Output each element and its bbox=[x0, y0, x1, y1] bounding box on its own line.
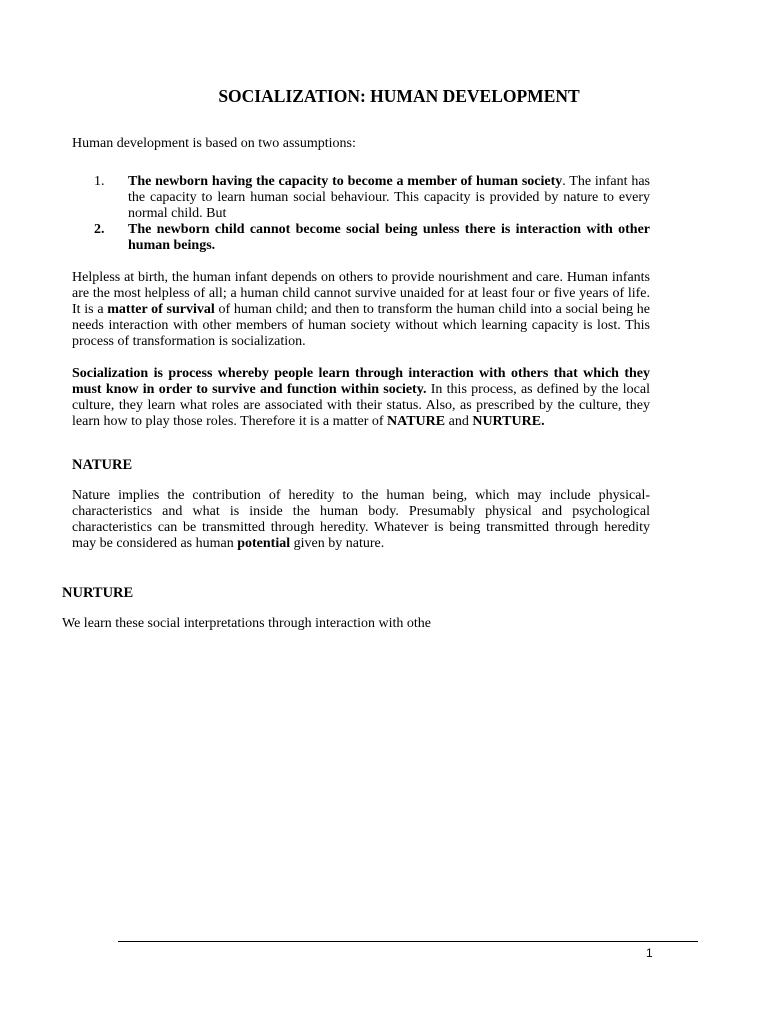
nature-heading: NATURE bbox=[72, 457, 133, 473]
socialization-definition: Socialization is process whereby people learn through interaction with others that which they must know in order to survive and function within society. bbox=[72, 366, 650, 397]
socialization-text: In this process, as defined by the local culture, they learn what roles are associated with their status. Also, as prescribed by the culture, they learn how to play those roles. Therefore it is a matter of bbox=[72, 382, 651, 429]
helpless-text-part1: Helpless at birth, the human infant depends on others to provide nourishment and care. Human infants are the most helpless of all; a human child cannot survive unaided for at least four or five years of life. It is a bbox=[72, 270, 650, 317]
nature-paragraph bbox=[72, 488, 650, 552]
nurture-paragraph: We learn these social interpretations through interaction with othe bbox=[62, 616, 431, 631]
potential-emphasis: potential bbox=[237, 536, 291, 551]
assumption-text bbox=[128, 174, 650, 222]
document-title: SOCIALIZATION: HUMAN DEVELOPMENT bbox=[218, 86, 580, 106]
nurture-heading: NURTURE bbox=[62, 585, 134, 601]
nurture-keyword: NURTURE. bbox=[472, 414, 545, 429]
assumption-text bbox=[128, 222, 650, 254]
assumption-bold-text: The newborn child cannot become social being unless there is interaction with other human beings. bbox=[128, 222, 650, 253]
assumption-rest-text: . The infant has the capacity to learn human social behaviour. This capacity is provided by nature to every normal child. But bbox=[128, 174, 650, 221]
helpless-text-part2: of human child; and then to transform the human child into a social being he needs interaction with other members of human society without which learning capacity is lost. This process of transformation is socialization. bbox=[72, 302, 650, 349]
nature-text-part1: Nature implies the contribution of heredity to the human being, which may include physical- characteristics and what is inside the human body. Presumably physical and psychological characteristics can be transmitted through heredity. Whatever is being transmitted through heredity may be considered as human bbox=[72, 488, 650, 551]
page-number: 1 bbox=[646, 946, 653, 960]
socialization-paragraph bbox=[72, 366, 650, 430]
helpless-paragraph bbox=[72, 270, 650, 350]
nature-keyword: NATURE bbox=[387, 414, 446, 429]
intro-paragraph: Human development is based on two assumptions: bbox=[72, 136, 356, 151]
assumption-number: 1. bbox=[94, 174, 105, 189]
footer-divider bbox=[118, 941, 698, 942]
matter-of-survival-emphasis: matter of survival bbox=[107, 302, 215, 317]
and-word: and bbox=[445, 414, 473, 429]
assumption-number: 2. bbox=[94, 222, 105, 237]
nature-text-part2: given by nature. bbox=[290, 536, 385, 551]
assumption-bold-text: The newborn having the capacity to become a member of human society bbox=[128, 174, 563, 189]
